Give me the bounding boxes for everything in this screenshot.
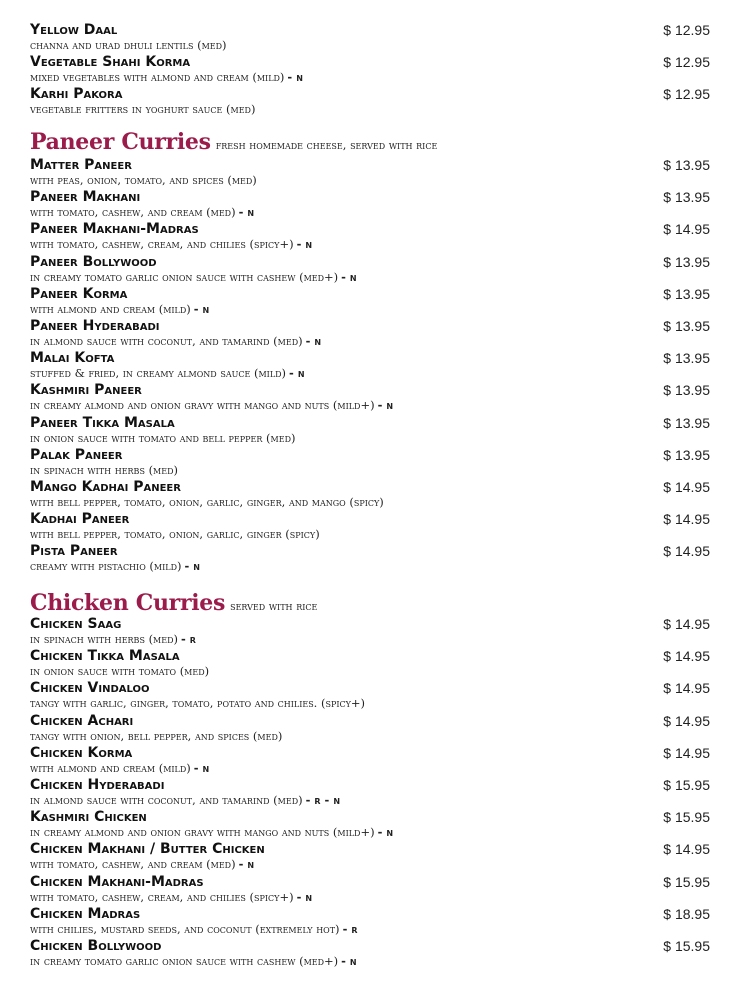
menu-item-description-line (30, 696, 368, 710)
menu-item-description-line (30, 890, 312, 904)
menu-item-name: Kashmiri Chicken (30, 809, 147, 826)
section-title: Paneer Curries (30, 129, 211, 155)
menu-item-description: creamy with pistachio (mild) (30, 559, 182, 574)
menu-item-description-line (30, 205, 254, 219)
menu-item (30, 777, 710, 807)
menu-item (30, 350, 710, 380)
menu-item-name: Matter Paneer (30, 157, 132, 173)
menu-item (30, 286, 710, 316)
section-header (30, 129, 437, 155)
menu-item-description: with peas, onion, tomato, and spices (med) (30, 173, 257, 187)
menu-item-description: with bell pepper, tomato, onion, garlic, ginger (spicy) (30, 527, 320, 542)
menu-item-description: in spinach with herbs (med) (30, 462, 178, 477)
menu-item (30, 680, 710, 710)
menu-item-description: with chilies, mustard seeds, and coconut (extremely hot) (30, 921, 340, 936)
menu-item-name: Chicken Achari (30, 712, 134, 729)
menu-item-description-line (30, 173, 260, 187)
menu-item-description: in almond sauce with coconut, and tamarind (med) (30, 334, 303, 348)
menu-item-name: Kadhai Paneer (30, 511, 130, 528)
menu-item-description: in onion sauce with tomato and bell pepper (med) (30, 430, 296, 445)
menu-item-price: $ 12.95 (663, 86, 710, 103)
menu-item-description-line (30, 664, 212, 678)
menu-item-price: $ 14.95 (663, 648, 710, 665)
menu-item-name: Chicken Vindaloo (30, 680, 150, 697)
menu-item-price: $ 18.95 (663, 905, 710, 922)
menu-item-description: channa and urad dhuli lentils (med) (30, 38, 227, 52)
menu-item-description: in creamy almond and onion gravy with mango and nuts (mild+) (30, 398, 375, 413)
menu-item-price: $ 14.95 (663, 221, 710, 238)
menu-item-description-line (30, 559, 200, 573)
menu-item-description: in spinach with herbs (med) (30, 632, 178, 646)
menu-item-tag: - n (377, 825, 394, 840)
menu-item-description-line (30, 857, 254, 871)
menu-item (30, 318, 710, 348)
menu-item-price: $ 13.95 (663, 285, 710, 302)
menu-item (30, 616, 710, 646)
menu-item-description: with tomato, cashew, and cream (med) (30, 205, 236, 220)
menu-item-tag: - r - n (305, 793, 341, 807)
menu-item (30, 713, 710, 743)
menu-item-description: with tomato, cashew, cream, and chilies (spicy+) (30, 889, 294, 904)
menu-item-description: in onion sauce with tomato (med) (30, 664, 210, 679)
menu-item (30, 157, 710, 187)
menu-item-description-line (30, 237, 312, 251)
menu-item (30, 415, 710, 445)
menu-item-name: Mango Kadhai Paneer (30, 479, 181, 495)
menu-item-price: $ 13.95 (663, 446, 710, 463)
menu-item (30, 906, 710, 936)
menu-item-name: Paneer Tikka Masala (30, 414, 175, 431)
menu-item-price: $ 14.95 (663, 841, 710, 858)
menu-item-description: with almond and cream (mild) (30, 760, 191, 775)
menu-item (30, 22, 710, 52)
menu-item (30, 511, 710, 541)
menu-item-name: Palak Paneer (30, 446, 123, 463)
menu-item (30, 382, 710, 412)
menu-item (30, 938, 710, 968)
menu-item-price: $ 12.95 (663, 54, 710, 71)
menu-item-description: in creamy tomato garlic onion sauce with cashew (med+) (30, 954, 339, 968)
menu-item-description: in almond sauce with coconut, and tamarind (med) (30, 793, 303, 807)
menu-item-name: Chicken Korma (30, 744, 133, 761)
menu-item (30, 841, 710, 871)
menu-item-tag: - n (287, 70, 303, 85)
menu-item (30, 54, 710, 84)
menu-item-price: $ 15.95 (663, 938, 710, 954)
menu-item (30, 745, 710, 775)
menu-item (30, 254, 710, 284)
menu-item-name: Chicken Bollywood (30, 938, 162, 954)
menu-item-name: Yellow Daal (30, 22, 118, 38)
menu-item (30, 86, 710, 116)
menu-item-tag: - n (238, 857, 255, 872)
menu-item-description-line (30, 793, 340, 807)
menu-item-price: $ 13.95 (663, 318, 710, 334)
menu-item-description: with tomato, cashew, cream, and chilies (spicy+) (30, 237, 294, 252)
menu-item-description-line (30, 825, 393, 839)
menu-item-description-line (30, 527, 323, 541)
menu-item-tag: - r (342, 921, 358, 936)
menu-item-tag: - n (341, 269, 357, 284)
menu-item-description: in creamy tomato garlic onion sauce with cashew (med+) (30, 269, 339, 284)
menu-item-name: Karhi Pakora (30, 86, 123, 103)
menu-item-name: Paneer Hyderabadi (30, 318, 160, 334)
menu-item-name: Chicken Makhani / Butter Chicken (30, 841, 265, 858)
menu-item-price: $ 14.95 (663, 479, 710, 495)
menu-item-price: $ 14.95 (663, 680, 710, 697)
section-title: Chicken Curries (30, 590, 226, 616)
menu-item (30, 543, 710, 573)
menu-item-price: $ 14.95 (663, 511, 710, 528)
menu-item-description-line (30, 270, 357, 284)
menu-item-description: stuffed & fried, in creamy almond sauce (mild) (30, 366, 287, 381)
menu-item-name: Paneer Makhani-Madras (30, 221, 199, 238)
menu-item-price: $ 13.95 (663, 253, 710, 270)
menu-item-price: $ 15.95 (663, 777, 710, 793)
menu-item-description: in creamy almond and onion gravy with mango and nuts (mild+) (30, 825, 375, 840)
menu-item-name: Chicken Tikka Masala (30, 648, 180, 665)
menu-item-description-line (30, 632, 196, 646)
menu-item-description-line (30, 70, 303, 84)
menu-item-tag: - n (193, 760, 210, 775)
menu-item-name: Chicken Hyderabadi (30, 777, 165, 793)
menu-item-description-line (30, 954, 357, 968)
menu-item-description: vegetable fritters in yoghurt sauce (med) (30, 102, 256, 117)
section-subtitle: fresh homemade cheese, served with rice (215, 138, 438, 152)
menu-item-name: Chicken Madras (30, 905, 141, 922)
menu-item-tag: - n (305, 334, 322, 348)
menu-item (30, 221, 710, 251)
menu-item-price: $ 13.95 (663, 414, 710, 431)
menu-item (30, 189, 710, 219)
menu-item-description-line (30, 431, 298, 445)
menu-item (30, 447, 710, 477)
menu-item-name: Vegetable Shahi Korma (30, 54, 191, 71)
menu-item-description-line (30, 922, 358, 936)
menu-item-name: Paneer Bollywood (30, 253, 157, 270)
menu-item-description-line (30, 761, 209, 775)
menu-item-description: mixed vegetables with almond and cream (mild) (30, 70, 285, 85)
menu-item-name: Kashmiri Paneer (30, 382, 142, 399)
menu-item-description-line (30, 463, 181, 477)
menu-item-description-line (30, 729, 285, 743)
menu-item (30, 648, 710, 678)
section-subtitle: served with rice (230, 599, 318, 613)
menu-item (30, 874, 710, 904)
menu-item-description-line (30, 38, 230, 52)
menu-item-price: $ 15.95 (663, 873, 710, 890)
menu-item-tag: - r (181, 632, 196, 646)
menu-item-description-line (30, 102, 258, 116)
menu-item-price: $ 14.95 (663, 744, 710, 761)
menu-item-tag: - n (238, 205, 255, 220)
menu-item-tag: - n (296, 889, 313, 904)
menu-item-description-line (30, 398, 393, 412)
menu-item-description: with tomato, cashew, and cream (med) (30, 857, 236, 872)
menu-item-tag: - n (289, 366, 305, 381)
menu-item-description: tangy with garlic, ginger, tomato, potato and chilies. (spicy+) (30, 696, 366, 711)
menu-item-price: $ 14.95 (663, 543, 710, 560)
menu-item-description-line (30, 366, 305, 380)
menu-item-tag: - n (377, 398, 394, 413)
menu-item-description: with almond and cream (mild) (30, 301, 191, 316)
menu-item-price: $ 14.95 (663, 616, 710, 632)
menu-item-price: $ 15.95 (663, 809, 710, 826)
menu-item-description-line (30, 495, 387, 509)
section-header (30, 590, 317, 616)
menu-item-name: Paneer Korma (30, 285, 128, 302)
menu-item-tag: - n (193, 301, 210, 316)
menu-item-name: Malai Kofta (30, 350, 115, 367)
menu-item-price: $ 13.95 (663, 157, 710, 173)
menu-item-price: $ 13.95 (663, 382, 710, 399)
menu-item-price: $ 13.95 (663, 350, 710, 367)
menu-item-name: Paneer Makhani (30, 189, 141, 206)
menu-item-price: $ 13.95 (663, 189, 710, 206)
menu-item (30, 479, 710, 509)
menu-item (30, 809, 710, 839)
menu-item-tag: - n (184, 559, 200, 574)
menu-item-name: Chicken Saag (30, 616, 122, 632)
menu-item-price: $ 12.95 (663, 22, 710, 38)
menu-item-tag: - n (341, 954, 357, 968)
menu-item-description: tangy with onion, bell pepper, and spices (med) (30, 728, 283, 743)
menu-item-tag: - n (296, 237, 313, 252)
menu-item-description-line (30, 334, 321, 348)
menu-item-description: with bell pepper, tomato, onion, garlic, ginger, and mango (spicy) (30, 495, 384, 509)
menu-item-name: Chicken Makhani-Madras (30, 873, 204, 890)
menu-item-price: $ 14.95 (663, 712, 710, 729)
menu-item-description-line (30, 302, 209, 316)
menu-item-name: Pista Paneer (30, 543, 118, 560)
